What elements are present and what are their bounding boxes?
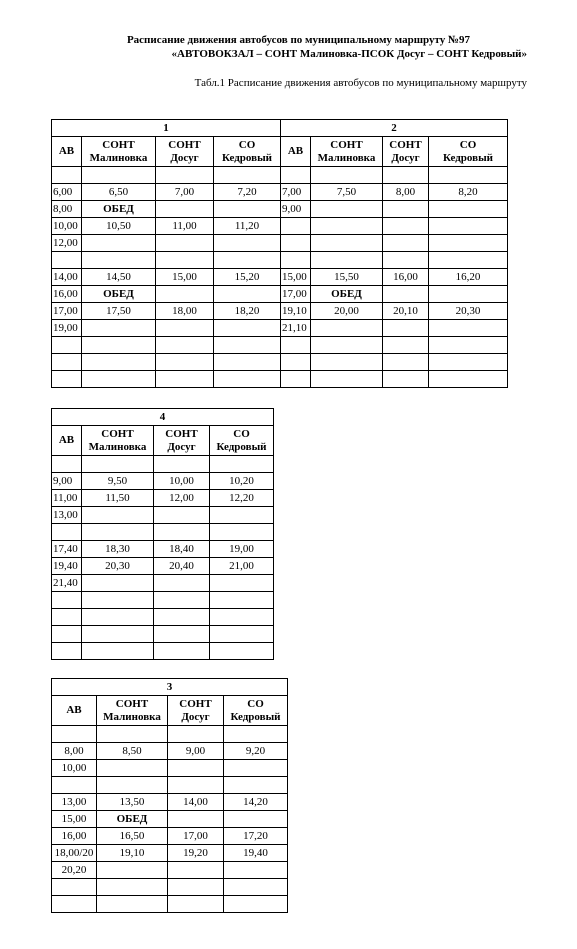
header-sont-malinovka (97, 696, 168, 726)
table-cell: 19,00 (52, 320, 82, 337)
table-cell (383, 337, 429, 354)
table-cell (311, 235, 383, 252)
table-cell (214, 201, 281, 218)
table-cell: ОБЕД (82, 201, 156, 218)
table-cell (52, 879, 97, 896)
table-cell: 9,00 (168, 743, 224, 760)
table-row (52, 811, 288, 828)
table-cell (214, 235, 281, 252)
table-cell (224, 777, 288, 794)
table-cell: 17,40 (52, 541, 82, 558)
table-cell: 18,20 (214, 303, 281, 320)
table-cell: 11,50 (82, 490, 154, 507)
table-cell (281, 337, 311, 354)
header-sont-dosug (168, 696, 224, 726)
table-row (52, 845, 288, 862)
table-cell (214, 252, 281, 269)
table-cell: 19,10 (281, 303, 311, 320)
schedule-number-4: 4 (52, 409, 274, 426)
table-cell (224, 811, 288, 828)
table-cell (429, 354, 508, 371)
table-cell (82, 252, 156, 269)
table-cell: 11,00 (52, 490, 82, 507)
table-cell: ОБЕД (82, 286, 156, 303)
table-row (52, 743, 288, 760)
header-av (281, 137, 311, 167)
schedule-number-3: 3 (52, 679, 288, 696)
table-row (52, 371, 508, 388)
table-cell (156, 320, 214, 337)
table-cell (97, 879, 168, 896)
header-sont-malinovka (82, 137, 156, 167)
table-cell: ОБЕД (97, 811, 168, 828)
table-cell: 9,50 (82, 473, 154, 490)
table-cell: 7,00 (281, 184, 311, 201)
table-cell (281, 354, 311, 371)
table-cell (154, 575, 210, 592)
header-av (52, 696, 97, 726)
table-cell (52, 252, 82, 269)
header-label: СО (238, 138, 256, 151)
table-cell (82, 371, 156, 388)
table-cell (82, 354, 156, 371)
table-cell (168, 896, 224, 913)
table-cell: 20,30 (82, 558, 154, 575)
header-label: Досуг (170, 151, 199, 164)
document-title-line2: «АВТОВОКЗАЛ – СОНТ Малиновка-ПСОК Досуг – СОНТ Кедровый» (171, 48, 527, 60)
table-cell: 7,00 (156, 184, 214, 201)
table-cell (311, 201, 383, 218)
table-cell (168, 879, 224, 896)
table-cell: 15,50 (311, 269, 383, 286)
table-cell: 10,00 (52, 218, 82, 235)
table-cell (168, 726, 224, 743)
table-cell (224, 896, 288, 913)
table-cell (311, 371, 383, 388)
header-label: СОНТ (330, 138, 363, 151)
table-cell (210, 524, 274, 541)
table-row (52, 337, 508, 354)
table-cell (383, 235, 429, 252)
table-cell: 20,30 (429, 303, 508, 320)
table-cell (429, 320, 508, 337)
header-sont-malinovka (82, 426, 154, 456)
table-row (52, 558, 274, 575)
table-cell (52, 167, 82, 184)
table-cell: 14,00 (168, 794, 224, 811)
header-label: Кедровый (442, 151, 494, 164)
table-row (52, 643, 274, 660)
table-cell: 19,40 (52, 558, 82, 575)
table-cell (156, 286, 214, 303)
header-av (52, 426, 82, 456)
table-cell: 20,40 (154, 558, 210, 575)
table-cell (97, 760, 168, 777)
table-cell (210, 626, 274, 643)
table-cell: 7,20 (214, 184, 281, 201)
table-cell (82, 643, 154, 660)
header-label: СО (459, 138, 477, 151)
table-cell (156, 235, 214, 252)
table-cell: 13,00 (52, 794, 97, 811)
table-cell: 16,00 (52, 828, 97, 845)
table-cell (429, 235, 508, 252)
table-row (52, 726, 288, 743)
table-cell (429, 286, 508, 303)
table-cell (82, 592, 154, 609)
table-cell (383, 286, 429, 303)
table-cell: 18,40 (154, 541, 210, 558)
table-cell (154, 456, 210, 473)
table-row (52, 201, 508, 218)
table-cell: 10,00 (52, 760, 97, 777)
schedule-table-1-2 (51, 119, 508, 388)
table-cell (383, 218, 429, 235)
table-cell (168, 811, 224, 828)
table-cell (82, 235, 156, 252)
table-cell: 8,20 (429, 184, 508, 201)
table-cell (311, 354, 383, 371)
table-cell (224, 760, 288, 777)
table-cell: 13,50 (97, 794, 168, 811)
table-cell (429, 218, 508, 235)
header-label: Кедровый (221, 151, 273, 164)
table-cell (214, 371, 281, 388)
table-cell (82, 609, 154, 626)
table-cell: 12,00 (52, 235, 82, 252)
table-cell: 17,00 (168, 828, 224, 845)
header-label: СОНТ (389, 138, 422, 151)
header-label: СОНТ (179, 697, 212, 710)
table-cell (214, 320, 281, 337)
table-cell: 21,10 (281, 320, 311, 337)
table-cell (156, 201, 214, 218)
table-cell (210, 592, 274, 609)
table-cell: 14,50 (82, 269, 156, 286)
table-cell (311, 320, 383, 337)
table-row (52, 354, 508, 371)
table-row (52, 252, 508, 269)
table-row (52, 184, 508, 201)
table-row (52, 320, 508, 337)
table-cell: 19,10 (97, 845, 168, 862)
table-row (52, 879, 288, 896)
table-cell: 6,50 (82, 184, 156, 201)
table-row (52, 862, 288, 879)
table-cell: 18,00 (156, 303, 214, 320)
table-row (52, 592, 274, 609)
table-cell: 18,00/20 (52, 845, 97, 862)
table-row (52, 167, 508, 184)
table-cell: 21,40 (52, 575, 82, 592)
table-cell: 11,00 (156, 218, 214, 235)
table-row (52, 507, 274, 524)
table-cell (214, 354, 281, 371)
table-cell: 15,00 (281, 269, 311, 286)
table-cell: 17,00 (281, 286, 311, 303)
header-label: АВ (66, 704, 82, 716)
table-cell: 12,00 (154, 490, 210, 507)
table-cell (156, 337, 214, 354)
header-label: СОНТ (101, 427, 134, 440)
header-av (52, 137, 82, 167)
table-cell (224, 726, 288, 743)
table-cell: 8,00 (52, 201, 82, 218)
table-cell: 10,50 (82, 218, 156, 235)
table-cell: 6,00 (52, 184, 82, 201)
table-cell (52, 643, 82, 660)
table-cell (82, 337, 156, 354)
table-cell (154, 609, 210, 626)
table-cell (52, 371, 82, 388)
table-cell (210, 575, 274, 592)
table-cell: 16,00 (52, 286, 82, 303)
table-cell (97, 896, 168, 913)
header-label: АВ (58, 434, 75, 446)
table-caption: Табл.1 Расписание движения автобусов по муниципальному маршруту (194, 77, 527, 89)
table-cell (210, 609, 274, 626)
header-label: СОНТ (115, 697, 149, 710)
table-cell: 19,00 (210, 541, 274, 558)
table-row (52, 269, 508, 286)
header-sont-malinovka (311, 137, 383, 167)
table-row (52, 794, 288, 811)
header-sont-dosug (383, 137, 429, 167)
table-cell: 7,50 (311, 184, 383, 201)
table-cell: 17,20 (224, 828, 288, 845)
table-row (52, 828, 288, 845)
table-row (52, 609, 274, 626)
table-cell (154, 524, 210, 541)
table-cell (52, 456, 82, 473)
table-cell: 19,40 (224, 845, 288, 862)
header-label: Малиновка (317, 151, 376, 164)
header-label: АВ (287, 145, 304, 157)
table-cell (383, 354, 429, 371)
schedule-number-2: 2 (281, 120, 508, 137)
table-cell (52, 609, 82, 626)
table-cell (168, 777, 224, 794)
table-row (52, 473, 274, 490)
table-cell (52, 337, 82, 354)
table-cell (281, 252, 311, 269)
header-label: АВ (58, 145, 75, 157)
table-cell (82, 320, 156, 337)
table-cell: 15,00 (156, 269, 214, 286)
table-cell (281, 371, 311, 388)
table-cell: 8,00 (52, 743, 97, 760)
table-cell (281, 235, 311, 252)
table-cell (52, 592, 82, 609)
table-cell (429, 167, 508, 184)
table-cell: 21,00 (210, 558, 274, 575)
table-cell (383, 371, 429, 388)
schedule-number-1: 1 (52, 120, 281, 137)
table-row (52, 303, 508, 320)
table-cell: 18,30 (82, 541, 154, 558)
header-label: СОНТ (168, 138, 201, 151)
table-row (52, 541, 274, 558)
table-cell (168, 760, 224, 777)
table-cell: 9,00 (52, 473, 82, 490)
table-cell: 9,20 (224, 743, 288, 760)
table-cell (154, 643, 210, 660)
table-row (52, 896, 288, 913)
table-cell (168, 862, 224, 879)
table-cell (224, 862, 288, 879)
header-label: Досуг (181, 710, 210, 723)
table-cell (82, 167, 156, 184)
schedule-table-3 (51, 678, 288, 913)
table-row (52, 524, 274, 541)
table-cell (214, 286, 281, 303)
table-cell: 15,20 (214, 269, 281, 286)
header-label: Кедровый (216, 440, 267, 453)
table-cell: 11,20 (214, 218, 281, 235)
table-row (52, 490, 274, 507)
table-cell (52, 726, 97, 743)
table-cell (383, 201, 429, 218)
table-cell: 10,00 (154, 473, 210, 490)
table-cell (82, 575, 154, 592)
table-cell (156, 252, 214, 269)
header-label: Кедровый (230, 710, 281, 723)
table-cell (281, 218, 311, 235)
table-cell (154, 626, 210, 643)
table-cell: 8,00 (383, 184, 429, 201)
header-so-kedrovy (429, 137, 508, 167)
table-cell: 15,00 (52, 811, 97, 828)
table-cell (210, 643, 274, 660)
table-cell (82, 626, 154, 643)
table-cell (311, 167, 383, 184)
table-cell (52, 354, 82, 371)
table-row (52, 575, 274, 592)
table-cell (154, 592, 210, 609)
table-row (52, 235, 508, 252)
table-cell (383, 320, 429, 337)
table-row (52, 626, 274, 643)
table-row (52, 777, 288, 794)
table-cell: 14,20 (224, 794, 288, 811)
table-cell (52, 896, 97, 913)
header-sont-dosug (156, 137, 214, 167)
header-label: СО (247, 697, 264, 710)
table-cell (429, 337, 508, 354)
document-title-line1: Расписание движения автобусов по муниципальному маршруту №97 (126, 34, 471, 46)
header-sont-dosug (154, 426, 210, 456)
table-cell (52, 777, 97, 794)
header-label: Малиновка (103, 710, 161, 723)
header-label: СО (233, 427, 250, 440)
table-cell (156, 354, 214, 371)
table-cell (97, 726, 168, 743)
table-cell: 19,20 (168, 845, 224, 862)
table-cell (210, 456, 274, 473)
table-cell: ОБЕД (311, 286, 383, 303)
header-so-kedrovy (214, 137, 281, 167)
table-cell (311, 218, 383, 235)
header-label: СОНТ (165, 427, 198, 440)
table-cell: 17,00 (52, 303, 82, 320)
table-cell (214, 167, 281, 184)
table-cell: 16,50 (97, 828, 168, 845)
table-cell (82, 507, 154, 524)
table-row (52, 456, 274, 473)
table-cell (383, 252, 429, 269)
table-row (52, 760, 288, 777)
table-cell (156, 167, 214, 184)
table-cell (281, 167, 311, 184)
table-cell (210, 507, 274, 524)
table-row (52, 286, 508, 303)
table-cell: 10,20 (210, 473, 274, 490)
table-cell (154, 507, 210, 524)
table-cell: 13,00 (52, 507, 82, 524)
header-label: Досуг (391, 151, 420, 164)
table-cell (82, 456, 154, 473)
table-cell (429, 201, 508, 218)
table-cell: 8,50 (97, 743, 168, 760)
table-cell: 20,10 (383, 303, 429, 320)
header-label: Малиновка (88, 440, 147, 453)
table-row (52, 218, 508, 235)
header-label: Досуг (167, 440, 196, 453)
table-cell (52, 626, 82, 643)
header-label: СОНТ (102, 138, 135, 151)
table-cell (97, 777, 168, 794)
table-cell (311, 337, 383, 354)
table-cell: 17,50 (82, 303, 156, 320)
table-cell (97, 862, 168, 879)
table-cell (429, 252, 508, 269)
schedule-table-4 (51, 408, 274, 660)
table-cell (224, 879, 288, 896)
table-cell: 20,20 (52, 862, 97, 879)
table-cell: 16,20 (429, 269, 508, 286)
table-cell: 20,00 (311, 303, 383, 320)
table-cell: 16,00 (383, 269, 429, 286)
header-so-kedrovy (210, 426, 274, 456)
header-so-kedrovy (224, 696, 288, 726)
table-cell (429, 371, 508, 388)
table-cell: 14,00 (52, 269, 82, 286)
table-cell (82, 524, 154, 541)
table-cell: 12,20 (210, 490, 274, 507)
table-cell (52, 524, 82, 541)
table-cell (383, 167, 429, 184)
table-cell (214, 337, 281, 354)
table-cell (311, 252, 383, 269)
table-cell (156, 371, 214, 388)
table-cell: 9,00 (281, 201, 311, 218)
header-label: Малиновка (89, 151, 148, 164)
